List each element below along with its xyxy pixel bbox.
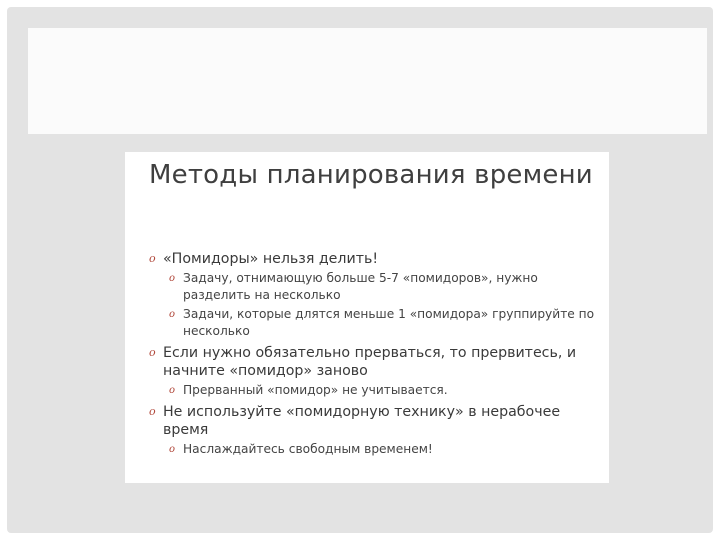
bullet-list	[149, 250, 601, 458]
bullet-item	[149, 250, 601, 268]
sub-bullet-text: Прерванный «помидор» не учитывается.	[183, 383, 448, 397]
slide-frame	[7, 7, 713, 533]
sub-bullet-text: Задачи, которые длятся меньше 1 «помидора» группируйте по несколько	[183, 307, 595, 338]
content-panel	[125, 152, 609, 483]
bullet-text: Не используйте «помидорную технику» в нерабочее время	[163, 404, 561, 438]
bullet-item	[149, 403, 601, 439]
bullet-text: Если нужно обязательно прерваться, то прервитесь, и начните «помидор» заново	[163, 345, 577, 379]
bullet-icon: o	[149, 252, 156, 265]
bullet-icon: o	[169, 385, 176, 396]
bullet-icon: o	[149, 346, 156, 359]
bullet-icon: o	[149, 405, 156, 418]
slide-title: Методы планирования времени	[149, 160, 593, 190]
sub-bullet-item	[169, 382, 601, 399]
sub-bullet-item	[169, 270, 601, 304]
sub-bullet-text: Задачу, отнимающую больше 5-7 «помидоров», нужно разделить на несколько	[183, 271, 538, 302]
bullet-icon: o	[169, 273, 176, 284]
bullet-icon: o	[169, 444, 176, 455]
bullet-icon: o	[169, 309, 176, 320]
sub-bullet-item	[169, 306, 601, 340]
sub-bullet-text: Наслаждайтесь свободным временем!	[183, 442, 433, 456]
sub-bullet-item	[169, 441, 601, 458]
bullet-item	[149, 344, 601, 380]
bullet-text: «Помидоры» нельзя делить!	[163, 251, 379, 267]
title-placeholder-area	[28, 28, 707, 134]
